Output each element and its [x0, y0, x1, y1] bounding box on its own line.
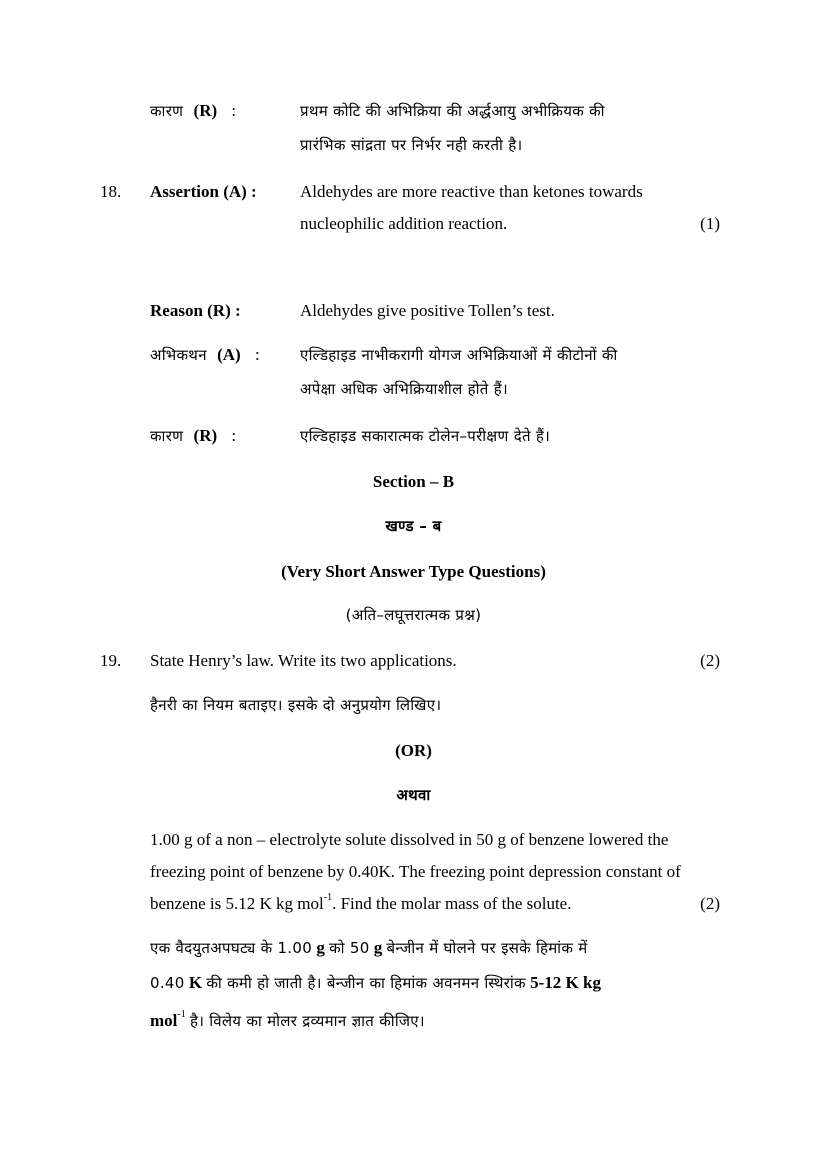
- question-number-19: 19.: [100, 651, 122, 670]
- alt-hi-line-1: एक वैदयुतअपघट्य के 1.00 g को 50 g बेन्जीन में घोलने पर इसके हिमांक में: [150, 938, 588, 957]
- marks-19: (2): [700, 651, 720, 670]
- question-number-18: 18.: [100, 182, 122, 201]
- prev-reason-label: कारण (R) :: [150, 101, 237, 120]
- section-title-hi: खण्ड – ब: [385, 517, 442, 535]
- or-hi: अथवा: [396, 786, 431, 804]
- section-title-en: Section – B: [372, 472, 455, 491]
- reason-text: Aldehydes give positive Tollen’s test.: [300, 301, 555, 320]
- prev-reason-line-1: प्रथम कोटि की अभिक्रिया की अर्द्धआयु अभीक्रियक की: [300, 102, 605, 120]
- section-subtitle-hi: (अति–लघूत्तरात्मक प्रश्न): [345, 606, 482, 624]
- alt-hi-line-2: 0.40 K की कमी हो जाती है। बेन्जीन का हिमांक अवनमन स्थिरांक 5-12 K kg: [150, 973, 601, 992]
- alt-question-line-2: freezing point of benzene by 0.40K. The freezing point depression constant of: [150, 862, 681, 881]
- alt-question-line-3: benzene is 5.12 K kg mol$^{-1}$. Find the molar mass of the solute.: [150, 892, 572, 913]
- assertion-line-1: Aldehydes are more reactive than ketones towards: [300, 182, 643, 201]
- prev-reason-line-2: प्रारंभिक सांद्रता पर निर्भर नही करती है।: [300, 136, 523, 154]
- alt-hi-line-3: mol$^{-1}$ है। विलेय का मोलर द्रव्यमान ज्ञात कीजिए।: [150, 1009, 425, 1030]
- q19-text-en: State Henry’s law. Write its two applications.: [150, 651, 457, 670]
- hi-reason-text: एल्डिहाइड सकारात्मक टोलेन–परीक्षण देते हैं।: [300, 427, 551, 445]
- or-en: (OR): [395, 741, 432, 760]
- q19-text-hi: हैनरी का नियम बताइए। इसके दो अनुप्रयोग लिखिए।: [150, 696, 442, 714]
- hi-assertion-line-2: अपेक्षा अधिक अभिक्रियाशील होते हैं।: [300, 380, 508, 398]
- hi-reason-label: कारण (R) :: [150, 426, 237, 445]
- hi-assertion-line-1: एल्डिहाइड नाभीकरागी योगज अभिक्रियाओं में कीटोनों की: [300, 346, 618, 364]
- assertion-label: Assertion (A) :: [150, 182, 257, 201]
- reason-label: Reason (R) :: [150, 301, 241, 320]
- marks-18: (1): [700, 214, 720, 233]
- alt-question-line-1: 1.00 g of a non – electrolyte solute dissolved in 50 g of benzene lowered the: [150, 830, 669, 849]
- section-subtitle-en: (Very Short Answer Type Questions): [281, 562, 546, 581]
- assertion-line-2: nucleophilic addition reaction.: [300, 214, 508, 233]
- hi-assertion-label: अभिकथन (A) :: [150, 345, 260, 364]
- alt-marks: (2): [700, 894, 720, 913]
